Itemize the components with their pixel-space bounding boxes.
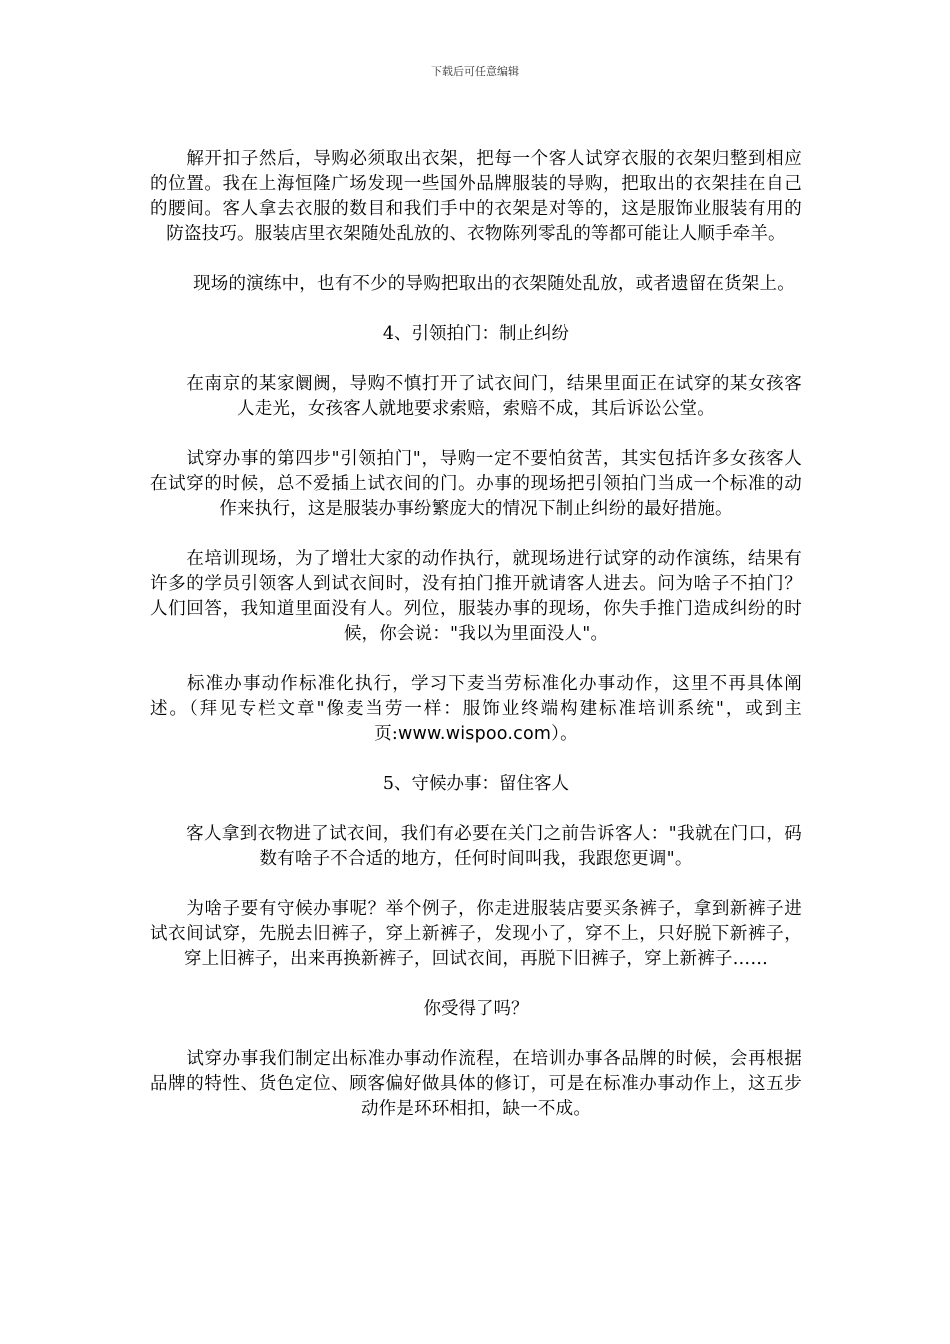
paragraph-step-four (150, 447, 802, 522)
paragraph-drill (150, 272, 802, 297)
paragraph-text: 现场的演练中，也有不少的导购把取出的衣架随处乱放，或者遗留在货架上。 (193, 274, 795, 294)
paragraph-text: 客人拿到衣物进了试衣间，我们有必要在关门之前告诉客人："我就在门口，码数有啥子不合适的地方，任何时间叫我，我跟您更调"。 (186, 824, 802, 869)
paragraph-text: 试穿办事的第四步"引领拍门"，导购一定不要怕贫苦，其实包括许多女孩客人在试穿的时候，总不爱插上试衣间的门。办事的现场把引领拍门当成一个标准的动作来执行，这是服装办事纷繁庞大的情况下制止纠纷的最好措施。 (150, 449, 802, 519)
rhetorical-question: 你受得了吗？ (423, 999, 529, 1019)
section-heading-5: 5、守候办事：留住客人 (382, 774, 570, 794)
paragraph-fitting-room (150, 822, 802, 872)
document-body (150, 147, 802, 1122)
paragraph-conclusion (150, 1047, 802, 1122)
homepage-link[interactable]: www.wispoo.com (398, 724, 552, 744)
paragraph-text: 标准办事动作标准化执行，学习下麦当劳标准化办事动作，这里不再具体阐述。（拜见专栏文章"像麦当劳一样：服饰业终端构建标准培训系统"，或到主页: (150, 674, 802, 744)
paragraph-example (150, 897, 802, 972)
paragraph-training (150, 547, 802, 647)
paragraph-text: 在培训现场，为了增壮大家的动作执行，就现场进行试穿的动作演练，结果有许多的学员引领客人到试衣间时，没有拍门推开就请客人进去。问为啥子不拍门？人们回答，我知道里面没有人。列位，服装办事的现场，你失手推门造成纠纷的时候，你会说："我以为里面没人"。 (150, 549, 802, 644)
paragraph-text: 为啥子要有守候办事呢？举个例子，你走进服装店要买条裤子，拿到新裤子进试衣间试穿，先脱去旧裤子，穿上新裤子，发现小了，穿不上，只好脱下新裤子，穿上旧裤子，出来再换新裤子，回试衣间，再脱下旧裤子，穿上新裤子…… (150, 899, 802, 969)
paragraph-text: 在南京的某家阛阓，导购不慎打开了试衣间门，结果里面正在试穿的某女孩客人走光，女孩客人就地要求索赔，索赔不成，其后诉讼公堂。 (186, 374, 802, 419)
section-heading-4: 4、引领拍门：制止纠纷 (382, 324, 570, 344)
paragraph-text: 解开扣子然后，导购必须取出衣架，把每一个客人试穿衣服的衣架归整到相应的位置。我在上海恒隆广场发现一些国外品牌服装的导购，把取出的衣架挂在自己的腰间。客人拿去衣服的数目和我们手中的衣架是对等的，这是服饰业服装有用的防盗技巧。服装店里衣架随处乱放的、衣物陈列零乱的等都可能让人顺手牵羊。 (150, 149, 802, 244)
paragraph-standard (150, 672, 802, 747)
paragraph-text: 试穿办事我们制定出标准办事动作流程，在培训办事各品牌的时候，会再根据品牌的特性、货色定位、顾客偏好做具体的修订，可是在标准办事动作上，这五步动作是环环相扣，缺一不成。 (150, 1049, 802, 1119)
paragraph-hangers (150, 147, 802, 247)
page-header-note: 下载后可任意编辑 (431, 65, 519, 78)
paragraph-nanjing (150, 372, 802, 422)
paragraph-text-tail: ）。 (551, 724, 578, 744)
